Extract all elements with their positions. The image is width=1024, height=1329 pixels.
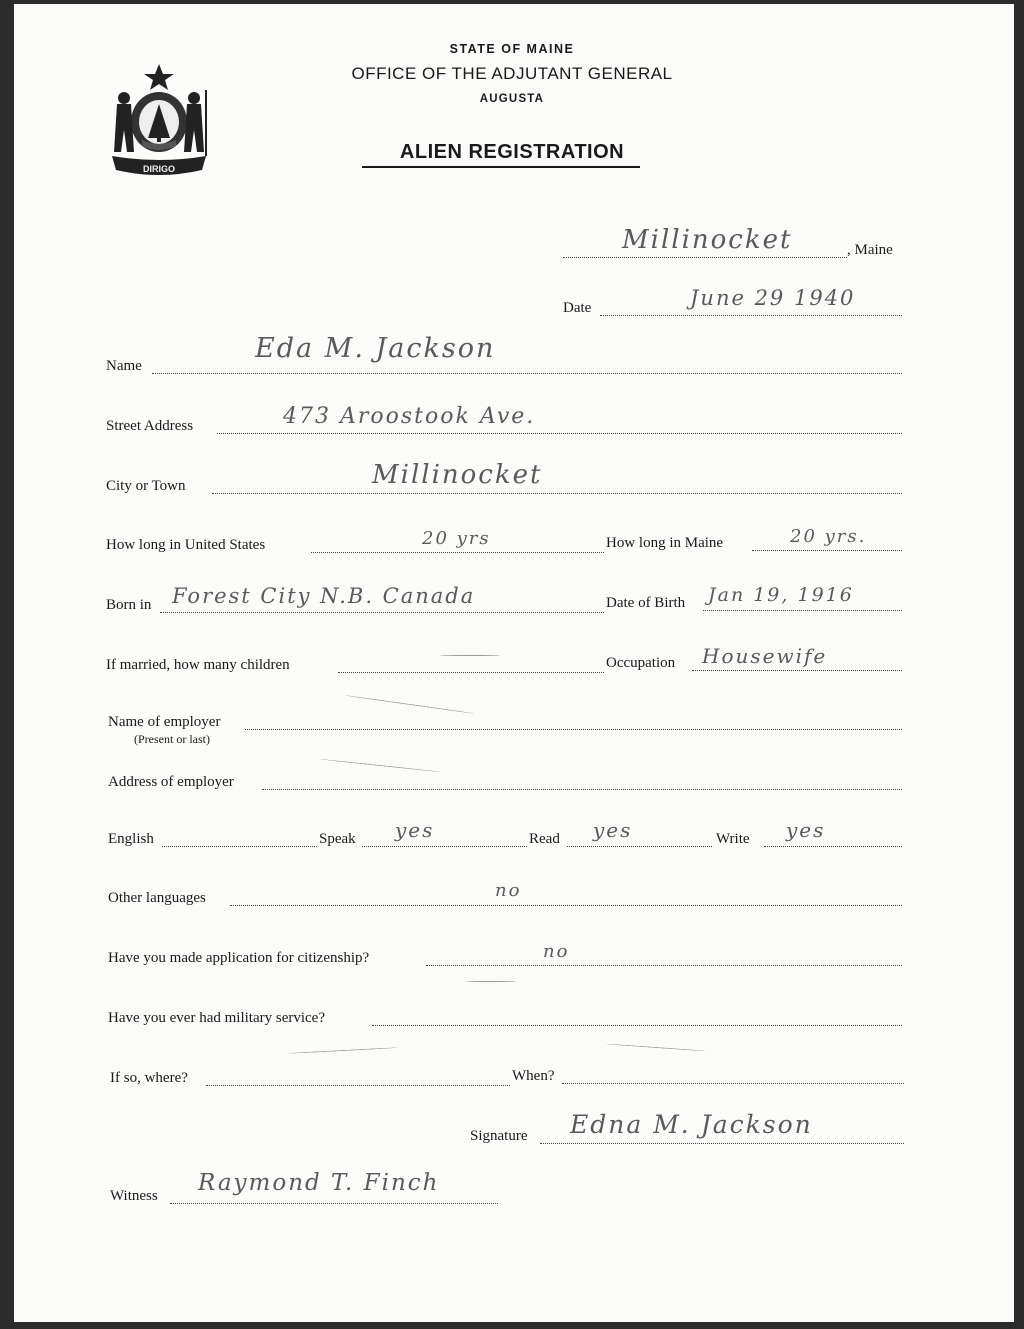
town-line: [563, 257, 847, 258]
street-label: Street Address: [106, 418, 194, 434]
speak-line: [362, 846, 527, 847]
city-entry: Millinocket: [372, 460, 543, 490]
employer-line: [245, 729, 902, 730]
city-label: City or Town: [106, 478, 186, 494]
signature-entry: Edna M. Jackson: [570, 1110, 813, 1139]
citizenship-entry: no: [543, 941, 570, 962]
other-lang-label: Other languages: [108, 890, 206, 906]
dob-entry: Jan 19, 1916: [708, 584, 854, 606]
header-office: OFFICE OF THE ADJUTANT GENERAL: [351, 64, 673, 83]
write-label: Write: [716, 831, 750, 847]
where-line: [206, 1085, 510, 1086]
speak-label: Speak: [319, 831, 356, 847]
us-time-line: [311, 552, 604, 553]
citizenship-dash: [466, 981, 516, 982]
born-label: Born in: [106, 597, 152, 613]
write-line: [764, 846, 902, 847]
employer-address-line: [262, 789, 902, 790]
name-label: Name: [106, 358, 142, 374]
occupation-label: Occupation: [606, 655, 676, 671]
military-line: [372, 1025, 902, 1026]
maine-time-line: [752, 550, 902, 551]
read-label: Read: [529, 831, 560, 847]
read-entry: yes: [593, 818, 633, 842]
speak-entry: yes: [395, 818, 435, 842]
header-city: AUGUSTA: [479, 93, 545, 105]
children-dash: [440, 655, 500, 656]
other-lang-entry: no: [495, 880, 522, 901]
svg-text:DIRIGO: DIRIGO: [142, 164, 176, 174]
header-state: STATE OF MAINE: [449, 42, 575, 56]
dob-label: Date of Birth: [606, 595, 686, 611]
witness-entry: Raymond T. Finch: [198, 1170, 440, 1196]
when-line: [562, 1083, 904, 1084]
write-entry: yes: [786, 818, 826, 842]
maine-label: , Maine: [847, 242, 893, 258]
english-line: [162, 846, 317, 847]
name-line: [152, 373, 902, 374]
us-time-entry: 20 yrs: [422, 528, 491, 549]
military-label: Have you ever had military service?: [108, 1010, 325, 1026]
occupation-entry: Housewife: [702, 644, 828, 668]
born-entry: Forest City N.B. Canada: [172, 584, 476, 608]
title-underline: [362, 166, 640, 168]
street-line: [217, 433, 902, 434]
dob-line: [703, 610, 902, 611]
english-label: English: [108, 831, 154, 847]
street-entry: 473 Aroostook Ave.: [283, 404, 536, 429]
employer-address-label: Address of employer: [108, 774, 234, 790]
maine-time-entry: 20 yrs.: [790, 526, 867, 547]
date-line: [600, 315, 902, 316]
date-label: Date: [563, 300, 592, 316]
date-entry: June 29 1940: [690, 286, 856, 310]
born-line: [160, 612, 604, 613]
signature-label: Signature: [470, 1128, 528, 1144]
employer-note: (Present or last): [134, 732, 210, 746]
form-title: ALIEN REGISTRATION: [399, 141, 625, 163]
occupation-line: [692, 670, 902, 671]
signature-line: [540, 1143, 904, 1144]
witness-line: [170, 1203, 498, 1204]
town-entry: Millinocket: [622, 225, 793, 255]
when-label: When?: [512, 1068, 555, 1084]
city-line: [212, 493, 902, 494]
citizenship-label: Have you made application for citizenship?: [108, 950, 370, 966]
us-time-label: How long in United States: [106, 537, 266, 553]
other-lang-line: [230, 905, 902, 906]
citizenship-line: [426, 965, 902, 966]
maine-time-label: How long in Maine: [606, 535, 724, 551]
name-entry: Eda M. Jackson: [255, 333, 496, 364]
witness-label: Witness: [110, 1188, 158, 1204]
children-label: If married, how many children: [106, 657, 290, 673]
children-line: [338, 672, 604, 673]
employer-label: Name of employer: [108, 714, 221, 730]
read-line: [567, 846, 712, 847]
where-label: If so, where?: [110, 1070, 188, 1086]
